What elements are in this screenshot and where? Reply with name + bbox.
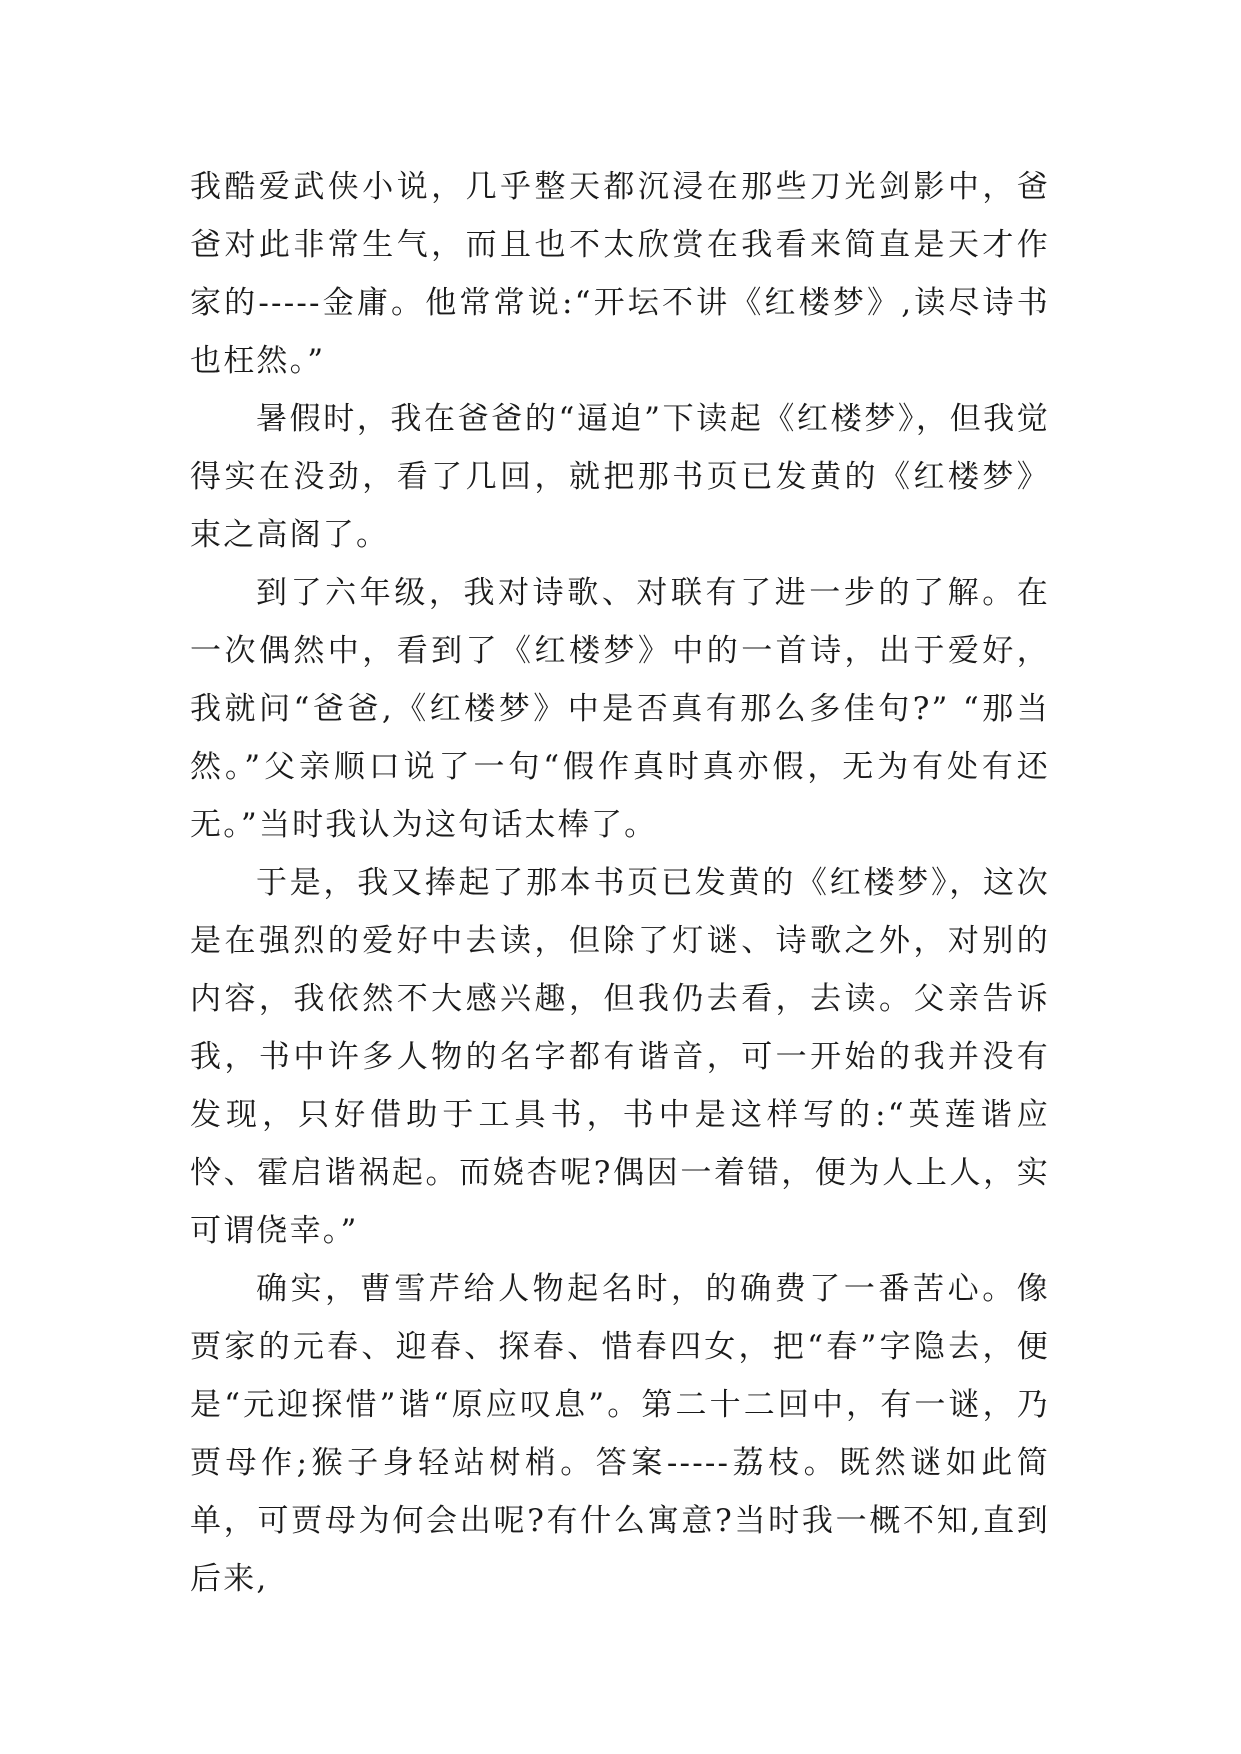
paragraph-3: 到了六年级，我对诗歌、对联有了进一步的了解。在一次偶然中，看到了《红楼梦》中的一首诗，出于爱好，我就问“爸爸,《红楼梦》中是否真有那么多佳句?” “那当然。”父亲顺口说了一句“假作真时真亦假，无为有处有还无。”当时我认为这句话太棒了。 <box>190 575 1050 843</box>
paragraph-5: 确实，曹雪芹给人物起名时，的确费了一番苦心。像贾家的元春、迎春、探春、惜春四女，把“春”字隐去，便是“元迎探惜”谐“原应叹息”。第二十二回中，有一谜，乃贾母作;猴子身轻站树梢。答案-----荔枝。既然谜如此简单，可贾母为何会出呢?有什么寓意?当时我一概不知,直到后来, <box>190 1271 1050 1597</box>
document-body <box>190 158 1050 1608</box>
paragraph-4: 于是，我又捧起了那本书页已发黄的《红楼梦》，这次是在强烈的爱好中去读，但除了灯谜、诗歌之外，对别的内容，我依然不大感兴趣，但我仍去看，去读。父亲告诉我，书中许多人物的名字都有谐音，可一开始的我并没有发现，只好借助于工具书，书中是这样写的:“英莲谐应怜、霍启谐祸起。而娆杏呢?偶因一着错，便为人上人，实可谓侥幸。” <box>190 865 1050 1249</box>
paragraph-2: 暑假时，我在爸爸的“逼迫”下读起《红楼梦》，但我觉得实在没劲，看了几回，就把那书页已发黄的《红楼梦》束之高阁了。 <box>190 401 1050 553</box>
paragraph-1: 我酷爱武侠小说，几乎整天都沉浸在那些刀光剑影中，爸爸对此非常生气，而且也不太欣赏在我看来简直是天才作家的-----金庸。他常常说:“开坛不讲《红楼梦》,读尽诗书也枉然。” <box>190 169 1050 379</box>
